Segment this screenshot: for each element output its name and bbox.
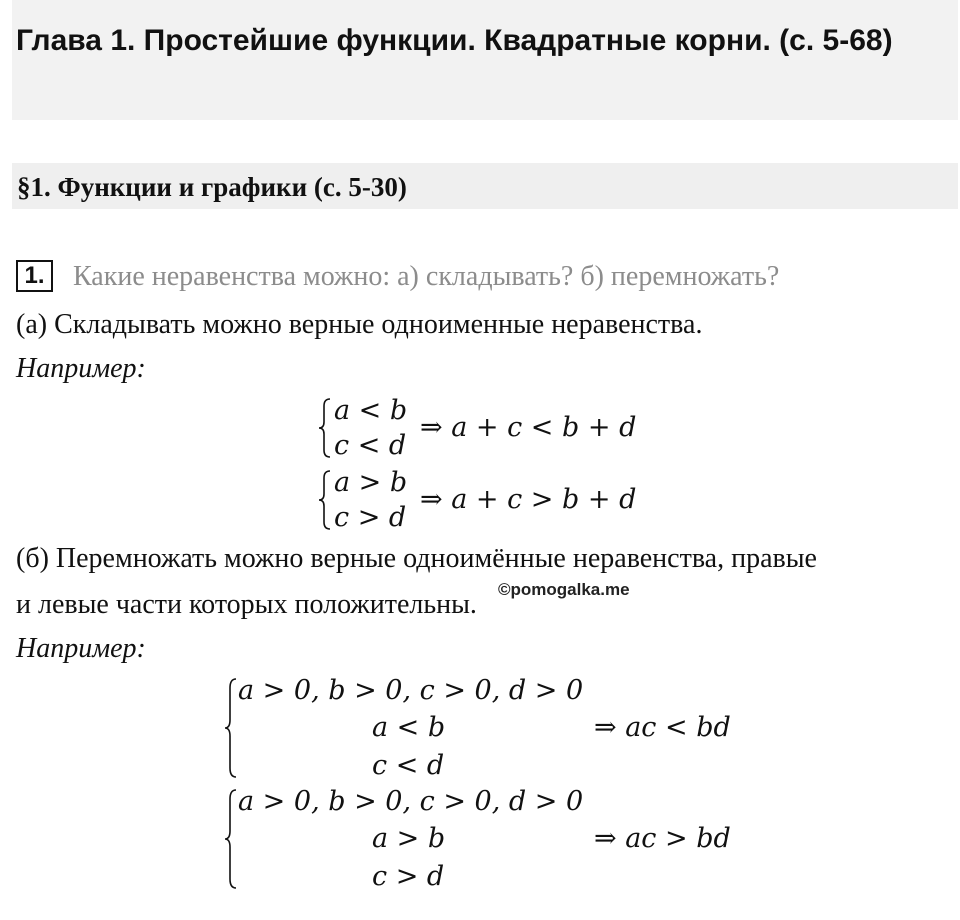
system-b1-line1: a > 0, b > 0, c > 0, d > 0 (238, 675, 584, 706)
system-b2-result: ⇒ ac > bd (594, 823, 731, 854)
system-a2-line2: c > d (334, 502, 407, 533)
chapter-title: Глава 1. Простейшие функции. Квадратные корни. (с. 5-68) (16, 24, 893, 57)
system-b1-result: ⇒ ac < bd (594, 712, 731, 743)
system-a2-line1: a > b (334, 467, 408, 498)
system-b2-line3: c > d (372, 861, 445, 892)
left-brace-icon (224, 789, 238, 889)
part-a-text: (а) Складывать можно верные одноименные неравенства. (16, 309, 703, 340)
left-brace-icon (318, 470, 332, 530)
part-a-example-label: Например: (16, 353, 146, 384)
task-number: 1. (16, 260, 53, 292)
system-a1-line1: a < b (334, 395, 408, 426)
system-a2-result: ⇒ a + c > b + d (420, 484, 637, 515)
left-brace-icon (318, 398, 332, 458)
system-b2-line2: a > b (372, 823, 446, 854)
system-b1-line3: c < d (372, 750, 445, 781)
task-question: Какие неравенства можно: а) складывать? б) перемножать? (73, 261, 780, 292)
part-b-text-line1: (б) Перемножать можно верные одноимённые неравенства, правые (16, 543, 817, 574)
system-b1-line2: a < b (372, 712, 446, 743)
system-b2-line1: a > 0, b > 0, c > 0, d > 0 (238, 786, 584, 817)
left-brace-icon (224, 678, 238, 778)
part-b-example-label: Например: (16, 633, 146, 664)
system-a1-result: ⇒ a + c < b + d (420, 412, 637, 443)
part-b-text-line2: и левые части которых положительны. (16, 589, 477, 620)
section-title: §1. Функции и графики (с. 5-30) (17, 172, 407, 202)
watermark: ©pomogalka.me (498, 580, 630, 599)
system-a1-line2: c < d (334, 430, 407, 461)
